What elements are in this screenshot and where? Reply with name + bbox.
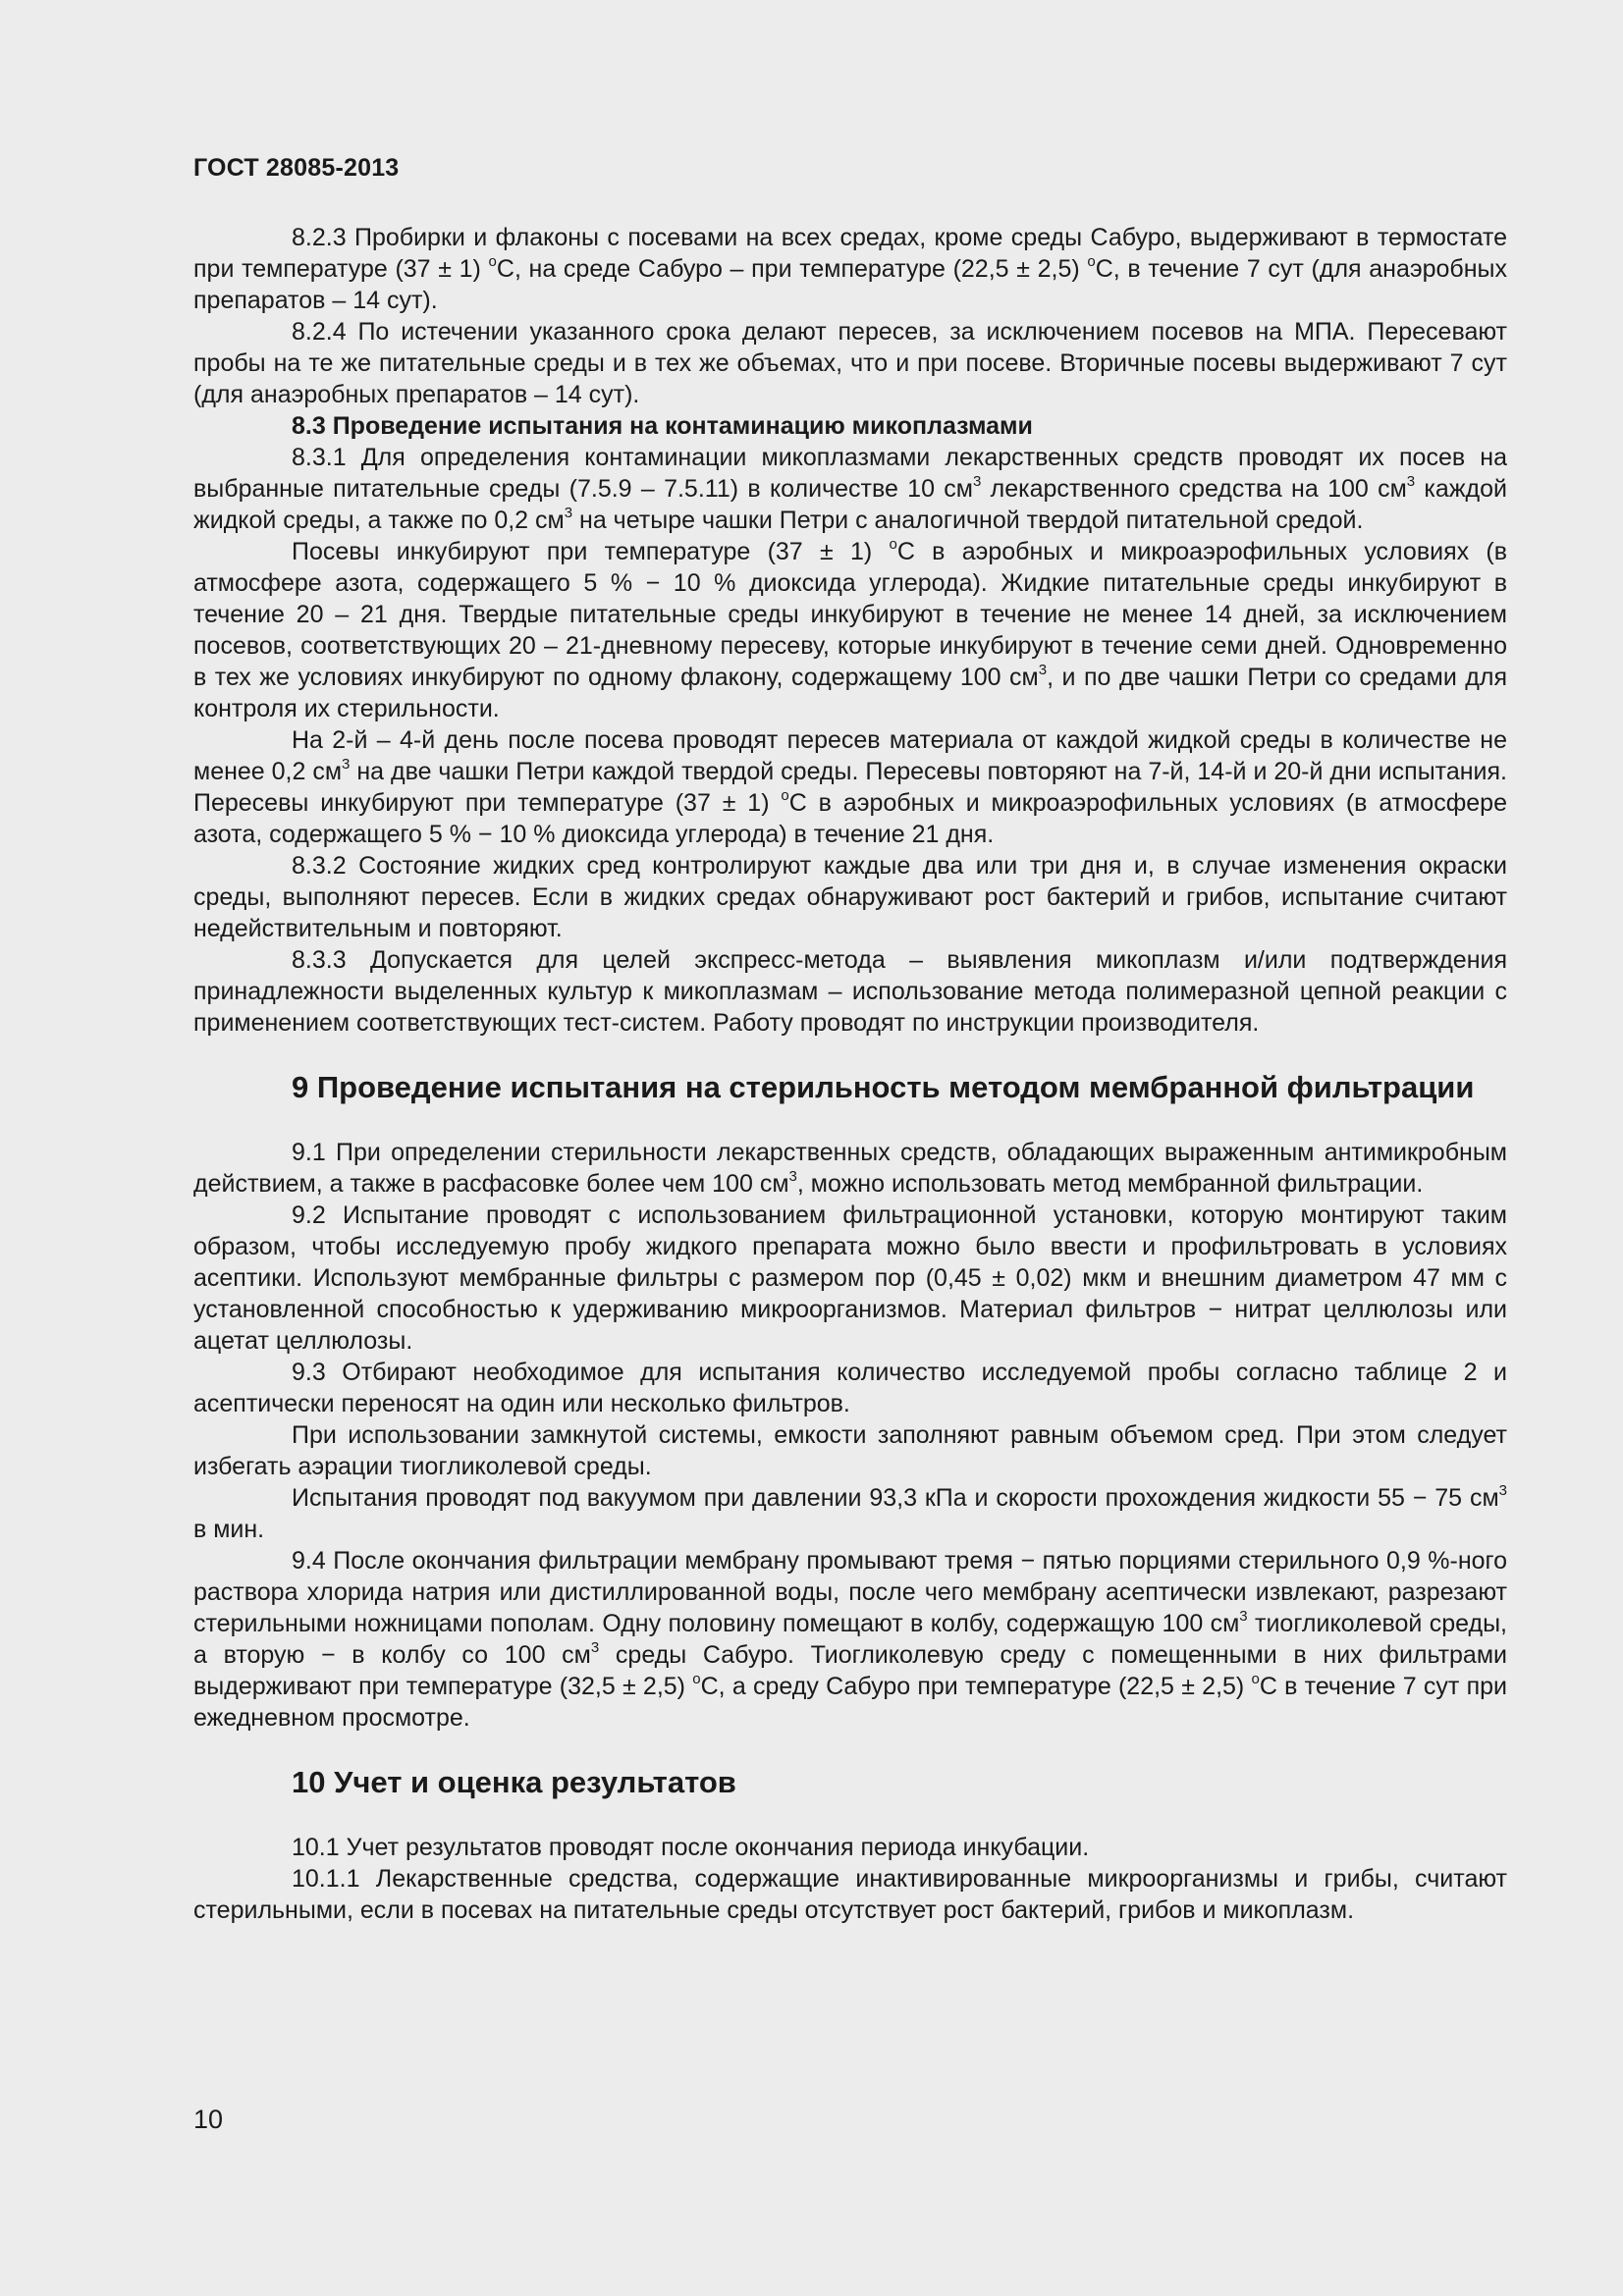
paragraph-8-2-4: 8.2.4 По истечении указанного срока делают пересев, за исключением посевов на МПА. Пересевают пробы на те же питательные среды и в тех же объемах, что и при посеве. Вторичные посевы выдерживают 7 сут (для анаэробных препаратов – 14 сут). — [193, 318, 1507, 408]
paragraph-10-1: 10.1 Учет результатов проводят после окончания периода инкубации. — [292, 1834, 1090, 1861]
paragraph-9-3: 9.3 Отбирают необходимое для испытания количество исследуемой пробы согласно таблице 2 и асептически переносят на один или несколько фильтров. — [193, 1359, 1507, 1417]
paragraph-reseeding: На 2-й – 4-й день после посева проводят пересев материала от каждой жидкой среды в количестве не менее 0,2 $см^3$ на две чашки Петри каждой твердой среды. Пересевы повторяют на 7-й, 14-й и 20-й дни испытания. Пересевы инкубируют при температуре (37 ± 1) $^о$С в аэробных и микроаэрофильных условиях (в атмосфере азота, содержащего 5 % − 10 % диоксида углерода) в течение 21 дня. — [193, 726, 1508, 848]
paragraph-vacuum: Испытания проводят под вакуумом при давлении 93,3 кПа и скорости прохождения жидкости 55 − 75 $см^3$ в мин. — [193, 1482, 1507, 1543]
paragraph-incubation: Посевы инкубируют при температуре (37 ± 1) $^о$С в аэробных и микроаэрофильных условиях (в атмосфере азота, содержащего 5 % − 10 % диоксида углерода). Жидкие питательные среды инкубируют в течение 20 – 21 дня. Твердые питательные среды инкубируют в течение не менее 14 дней, за исключением посевов, соответствующих 20 – 21-дневному пересеву, которые инкубируют в течение семи дней. Одновременно в тех же условиях инкубируют по одному флакону, содержащему 100 $см^3$, и по две чашки Петри со средами для контроля их стерильности. — [193, 536, 1507, 722]
paragraph-9-2: 9.2 Испытание проводят с использованием фильтрационной установки, которую монтируют таким образом, чтобы исследуемую пробу жидкого препарата можно было ввести и профильтровать в условиях асептики. Используют мембранные фильтры с размером пор (0,45 ± 0,02) мкм и внешним диаметром 47 мм с установленной способностью к удерживанию микроорганизмов. Материал фильтров − нитрат целлюлозы или ацетат целлюлозы. — [193, 1201, 1507, 1355]
paragraph-8-2-3: 8.2.3 Пробирки и флаконы с посевами на всех средах, кроме среды Сабуро, выдерживают в термостате при температуре (37 ± 1) $^о$С, на среде Сабуро – при температуре (22,5 ± 2,5) $^о$С, в течение 7 сут (для анаэробных препаратов – 14 сут). — [193, 224, 1508, 314]
paragraph-9-1: 9.1 При определении стерильности лекарственных средств, обладающих выраженным антимикробным действием, а также в расфасовке более чем 100 $см^3$, можно использовать метод мембранной фильтрации. — [193, 1139, 1507, 1198]
paragraph-8-3-3: 8.3.3 Допускается для целей экспресс-метода – выявления микоплазм и/или подтверждения принадлежности выделенных культур к микоплазмам – использование метода полимеразной цепной реакции с применением соответствующих тест-систем. Работу проводят по инструкции производителя. — [193, 946, 1507, 1037]
document-header: ГОСТ 28085-2013 — [193, 154, 400, 182]
paragraph-8-3-2: 8.3.2 Состояние жидких сред контролируют каждые два или три дня и, в случае изменения окраски среды, выполняют пересев. Если в жидких средах обнаруживают рост бактерий и грибов, испытание считают недействительным и повторяют. — [193, 852, 1507, 942]
paragraph-closed-system: При использовании замкнутой системы, емкости заполняют равным объемом сред. При этом следует избегать аэрации тиогликолевой среды. — [193, 1421, 1507, 1480]
section-heading-9: 9 Проведение испытания на стерильность методом мембранной фильтрации — [292, 1070, 1475, 1104]
subsection-heading-8-3: 8.3 Проведение испытания на контаминацию микоплазмами — [292, 412, 1033, 440]
paragraph-8-3-1: 8.3.1 Для определения контаминации микоплазмами лекарственных средств проводят их посев на выбранные питательные среды (7.5.9 – 7.5.11) в количестве 10 $см^3$ лекарственного средства на 100 $см^3$ каждой жидкой среды, а также по 0,2 $см^3$ на четыре чашки Петри с аналогичной твердой питательной средой. — [193, 444, 1507, 534]
paragraph-10-1-1: 10.1.1 Лекарственные средства, содержащие инактивированные микроорганизмы и грибы, считают стерильными, если в посевах на питательные среды отсутствует рост бактерий, грибов и микоплазм. — [193, 1865, 1507, 1924]
page-number: 10 — [193, 2105, 224, 2134]
paragraph-9-4: 9.4 После окончания фильтрации мембрану промывают тремя − пятью порциями стерильного 0,9 %-ного раствора хлорида натрия или дистиллированной воды, после чего мембрану асептически извлекают, разрезают стерильными ножницами пополам. Одну половину помещают в колбу, содержащую 100 $см^3$ тиогликолевой среды, а вторую − в колбу со 100 $см^3$ среды Сабуро. Тиогликолевую среду с помещенными в них фильтрами выдерживают при температуре (32,5 ± 2,5) $^о$С, а среду Сабуро при температуре (22,5 ± 2,5) $^о$С в течение 7 сут при ежедневном просмотре. — [193, 1547, 1508, 1732]
section-heading-10: 10 Учет и оценка результатов — [292, 1765, 736, 1799]
document-body — [193, 222, 1507, 1926]
